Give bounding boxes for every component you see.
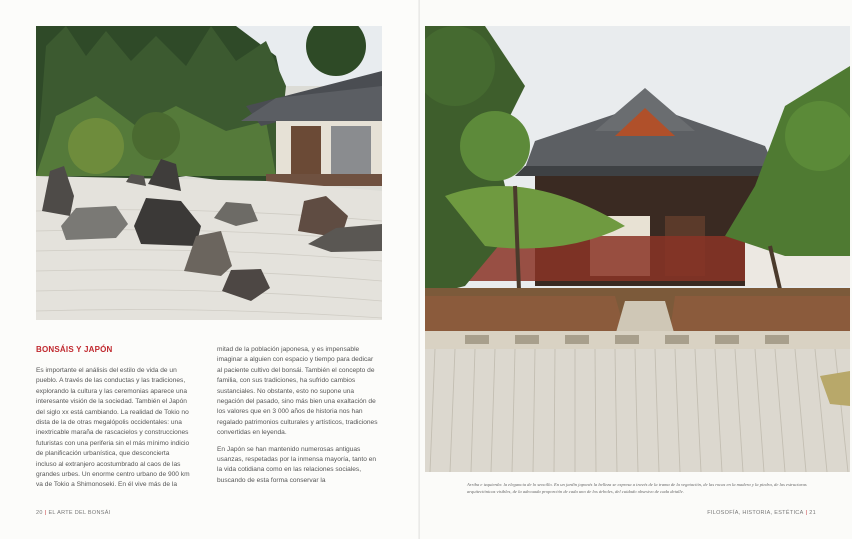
zen-rock-garden-photo xyxy=(36,26,382,320)
body-paragraph: mitad de la población japonesa, y es impensable imaginar a alguien con espacio y tiempo para dedicar al paciente cultivo del bonsái. También el concepto de familia, con sus tradiciones, ha sufrido cambios sustanciales. No obstante, esto no supone una negación del pasado, sino más bien una exaltación de los valores que en 3 000 años de historia nos han regalado patrimonios culturales y artísticos, tradiciones convertidas en leyenda. xyxy=(217,346,378,437)
photo-caption: Arriba e izquierda: la elegancia de lo sencillo. En un jardín japonés la belleza se expresa a través de la trama de la vegetación, de las rocas en la madera y la piedra, de las estructuras arquitectónicas visibles, de la adecuada proporción de cada uno de los árboles, del cuidado obsesivo de cada detalle. xyxy=(467,482,807,495)
right-page xyxy=(420,0,852,539)
temple-garden-photo xyxy=(425,26,850,472)
body-column-2 xyxy=(217,345,379,492)
page-number: 20 xyxy=(36,510,43,516)
page-number: 21 xyxy=(809,510,816,516)
running-title: FILOSOFÍA, HISTORIA, ESTÉTICA xyxy=(707,510,804,516)
section-heading: BONSÁIS Y JAPÓN xyxy=(36,345,113,354)
body-paragraph: Es importante el análisis del estilo de vida de un pueblo. A través de las conductas y las tradiciones, explorando la cultura y las ceremonias aparece una interesante visión de la sociedad. También el Japón del siglo xx está cambiando. La realidad de Tokio no dista de la de otras megalópolis occidentales: una inextricable maraña de rascacielos y construcciones futuristas con una periferia sin el más mínimo indicio de planificación urbanística, que desconcierta incluso al extranjero acostumbrado al caos de las grandes urbes. Un enorme centro urbano de 900 km va de Tokio a Shimonoseki. En él vive más de la xyxy=(36,367,190,489)
body-column-1 xyxy=(36,366,191,497)
left-folio: 20 | EL ARTE DEL BONSÁI xyxy=(36,510,111,516)
right-folio: FILOSOFÍA, HISTORIA, ESTÉTICA | 21 xyxy=(707,510,816,516)
left-page xyxy=(0,0,420,539)
running-title: EL ARTE DEL BONSÁI xyxy=(48,510,111,516)
body-paragraph: En Japón se han mantenido numerosas antiguas usanzas, respetadas por la inmensa mayoría, tanto en la vida cotidiana como en las relaciones sociales, buscando de esta forma conservar la xyxy=(217,445,377,484)
